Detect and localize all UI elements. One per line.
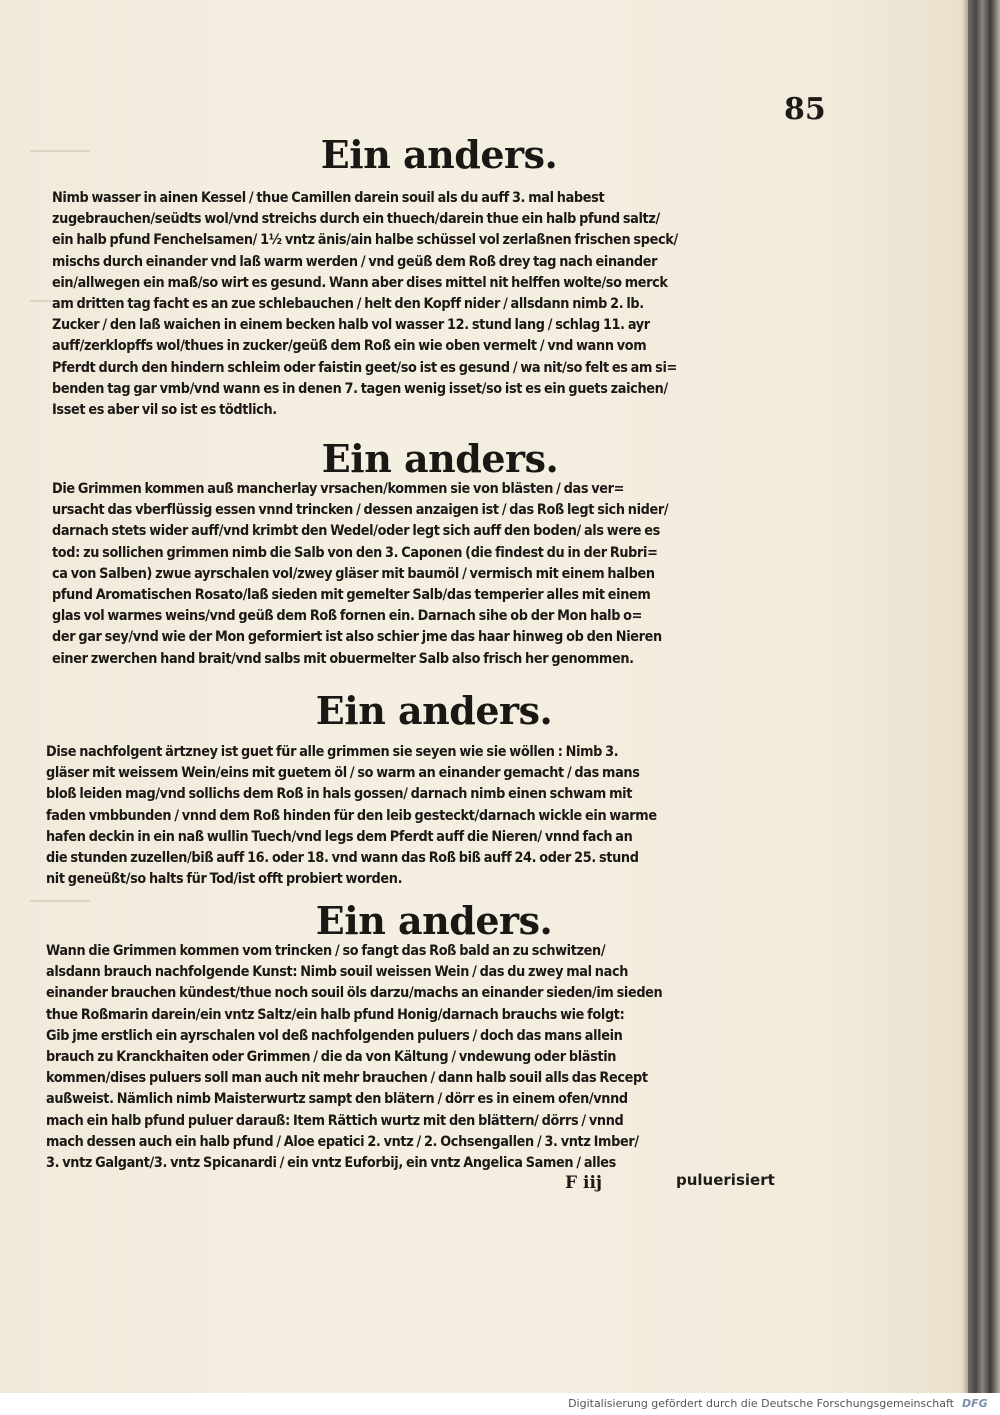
text-line: ein halb pfund Fenchelsamen/ 1½ vntz änis/ain halbe schüssel vol zerlaßnen frischen speck/ [52, 232, 678, 249]
text-line: einander brauchen kündest/thue noch souil öls darzu/machs an einander sieden/im sieden [46, 985, 663, 1002]
text-line: Die Grimmen kommen auß mancherlay vrsachen/kommen sie von blästen / das ver= [52, 481, 625, 497]
text-line: Wann die Grimmen kommen vom trincken / so fangt das Roß bald an zu schwitzen/ [46, 943, 606, 959]
section-heading: Ein anders. [315, 898, 553, 943]
dfg-logo: DFG [962, 1397, 988, 1410]
text-line: mischs durch einander vnd laß warm werden / vnd geüß dem Roß drey tag nach einander [52, 253, 658, 270]
signature-mark: F iij [565, 1173, 603, 1193]
section-heading: Ein anders. [315, 688, 553, 733]
paragraph [52, 479, 832, 670]
text-line: außweist. Nämlich nimb Maisterwurtz sampt den blätern / dörr es in einem ofen/vnnd [46, 1091, 628, 1108]
text-line: der gar sey/vnd wie der Mon geformiert ist also schier jme das haar hinweg ob den Nieren [52, 629, 662, 646]
text-line: mach dessen auch ein halb pfund / Aloe epatici 2. vntz / 2. Ochsengallen / 3. vntz Imber/ [46, 1133, 639, 1150]
paragraph [46, 941, 826, 1174]
text-line: Pferdt durch den hindern schleim oder faistin geet/so ist es gesund / wa nit/so felt es am si= [52, 359, 677, 376]
paragraph [52, 188, 832, 421]
text-line: Zucker / den laß waichen in einem becken halb vol wasser 12. stund lang / schlag 11. ayr [52, 317, 650, 334]
text-line: darnach stets wider auff/vnd krimbt den Wedel/oder legt sich auff den boden/ als were es [52, 523, 660, 540]
text-line: glas vol warmes weins/vnd geüß dem Roß fornen ein. Darnach sihe ob der Mon halb o= [52, 608, 643, 625]
text-line: am dritten tag facht es an zue schlebauchen / helt den Kopff nider / allsdann nimb 2. lb. [52, 296, 644, 313]
text-line: einer zwerchen hand brait/vnd salbs mit obuermelter Salb also frisch her genommen. [52, 650, 634, 667]
digitization-credit: Digitalisierung gefördert durch die Deutsche Forschungsgemeinschaft [568, 1397, 954, 1410]
catchword: puluerisiert [676, 1171, 775, 1189]
paragraph [46, 742, 826, 890]
text-line: alsdann brauch nachfolgende Kunst: Nimb souil weissen Wein / das du zwey mal nach [46, 964, 629, 981]
text-line: ursacht das vberflüssig essen vnnd trincken / dessen anzaigen ist / das Roß legt sich nider/ [52, 502, 669, 519]
text-line: Isset es aber vil so ist es tödtlich. [52, 402, 277, 419]
text-line: ein/allwegen ein maß/so wirt es gesund. Wann aber dises mittel nit helffen wolte/so merck [52, 274, 668, 291]
text-line: benden tag gar vmb/vnd wann es in denen 7. tagen wenig isset/so ist es ein guets zaichen/ [52, 380, 668, 397]
text-line: Dise nachfolgent ärtzney ist guet für alle grimmen sie seyen wie sie wöllen : Nimb 3. [46, 744, 619, 760]
text-line: 3. vntz Galgant/3. vntz Spicanardi / ein vntz Euforbij, ein vntz Angelica Samen / alles [46, 1155, 616, 1172]
page-number: 85 [784, 92, 826, 127]
text-line: ca von Salben) zwue ayrschalen vol/zwey gläser mit baumöl / vermisch mit einem halben [52, 565, 655, 582]
text-line: bloß leiden mag/vnd sollichs dem Roß in hals gossen/ darnach nimb einen schwam mit [46, 786, 632, 803]
text-line: auff/zerklopffs wol/thues in zucker/geüß dem Roß ein wie oben vermelt / vnd wann vom [52, 338, 647, 355]
section-heading: Ein anders. [320, 132, 558, 177]
text-line: Gib jme erstlich ein ayrschalen vol deß nachfolgenden puluers / doch das mans allein [46, 1027, 623, 1044]
book-binding [968, 0, 1000, 1393]
text-line: tod: zu sollichen grimmen nimb die Salb von den 3. Caponen (die findest du in der Rubri= [52, 544, 658, 561]
text-line: die stunden zuzellen/biß auff 16. oder 18. vnd wann das Roß biß auff 24. oder 25. stund [46, 850, 639, 867]
text-line: brauch zu Kranckhaiten oder Grimmen / die da von Kältung / vndewung oder blästin [46, 1049, 617, 1066]
text-line: kommen/dises puluers soll man auch nit mehr brauchen / dann halb souil alls das Recept [46, 1070, 648, 1087]
text-line: gläser mit weissem Wein/eins mit guetem öl / so warm an einander gemacht / das mans [46, 765, 640, 782]
text-line: Nimb wasser in ainen Kessel / thue Camillen darein souil als du auff 3. mal habest [52, 190, 605, 206]
text-line: zugebrauchen/seüdts wol/vnd streichs durch ein thuech/darein thue ein halb pfund saltz/ [52, 211, 660, 228]
text-line: hafen deckin in ein naß wullin Tuech/vnd legs dem Pferdt auff die Nieren/ vnnd fach an [46, 828, 633, 845]
text-line: pfund Aromatischen Rosato/laß sieden mit gemelter Salb/das temperier alles mit einem [52, 587, 651, 604]
text-line: thue Roßmarin darein/ein vntz Saltz/ein halb pfund Honig/darnach brauchs wie folgt: [46, 1006, 625, 1023]
text-line: mach ein halb pfund puluer darauß: Item Rättich wurtz mit den blättern/ dörrs / vnnd [46, 1112, 624, 1129]
text-line: nit geneüßt/so halts für Tod/ist offt probiert worden. [46, 871, 403, 888]
section-heading: Ein anders. [321, 436, 559, 481]
text-line: faden vmbbunden / vnnd dem Roß hinden für den leib gesteckt/darnach wickle ein warme [46, 807, 657, 824]
